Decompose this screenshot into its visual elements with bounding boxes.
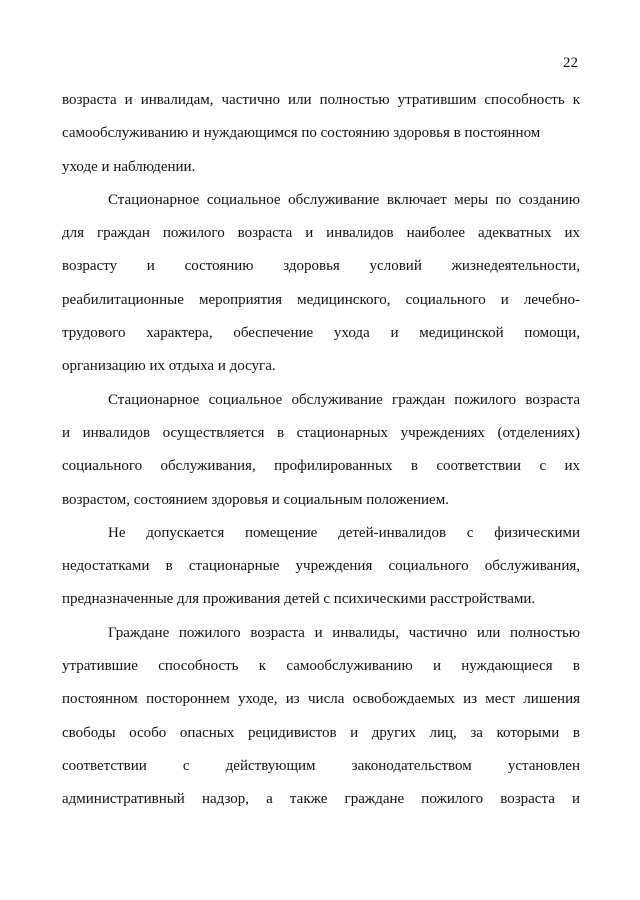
text-line: административный надзор, а также граждане пожилого возраста и <box>62 791 580 808</box>
text-line: реабилитационные мероприятия медицинского, социального и лечебно- <box>62 291 580 308</box>
text-line: возрасту и состоянию здоровья условий жизнедеятельности, <box>62 258 580 275</box>
text-line: недостатками в стационарные учреждения социального обслуживания, <box>62 558 580 575</box>
text-line: предназначенные для проживания детей с психическими расстройствами. <box>62 591 536 608</box>
text-line: и инвалидов осуществляется в стационарных учреждениях (отделениях) <box>62 424 580 441</box>
text-line: уходе и наблюдении. <box>62 158 196 175</box>
text-line: утратившие способность к самообслуживанию и нуждающиеся в <box>62 658 580 675</box>
text-line: социального обслуживания, профилированных в соответствии с их <box>62 458 580 475</box>
text-line: возрастом, состоянием здоровья и социальным положением. <box>62 491 449 508</box>
text-line: организацию их отдыха и досуга. <box>62 358 276 375</box>
text-line: Не допускается помещение детей-инвалидов с физическими <box>108 524 580 541</box>
text-line: трудового характера, обеспечение ухода и медицинской помощи, <box>62 325 580 342</box>
page-number: 22 <box>563 55 578 71</box>
text-line: соответствии с действующим законодательством установлен <box>62 757 580 774</box>
text-line: постоянном постороннем уходе, из числа освобождаемых из мест лишения <box>62 691 580 708</box>
text-line: самообслуживанию и нуждающимся по состоянию здоровья в постоянном <box>62 125 541 142</box>
text-line: Стационарное социальное обслуживание граждан пожилого возраста <box>108 391 580 408</box>
text-line: Граждане пожилого возраста и инвалиды, частично или полностью <box>108 624 580 641</box>
document-body <box>62 84 580 817</box>
text-line: возраста и инвалидам, частично или полностью утратившим способность к <box>62 92 580 108</box>
text-line: Стационарное социальное обслуживание включает меры по созданию <box>108 191 580 208</box>
text-line: свободы особо опасных рецидивистов и других лиц, за которыми в <box>62 724 580 741</box>
text-line: для граждан пожилого возраста и инвалидов наиболее адекватных их <box>62 225 580 242</box>
